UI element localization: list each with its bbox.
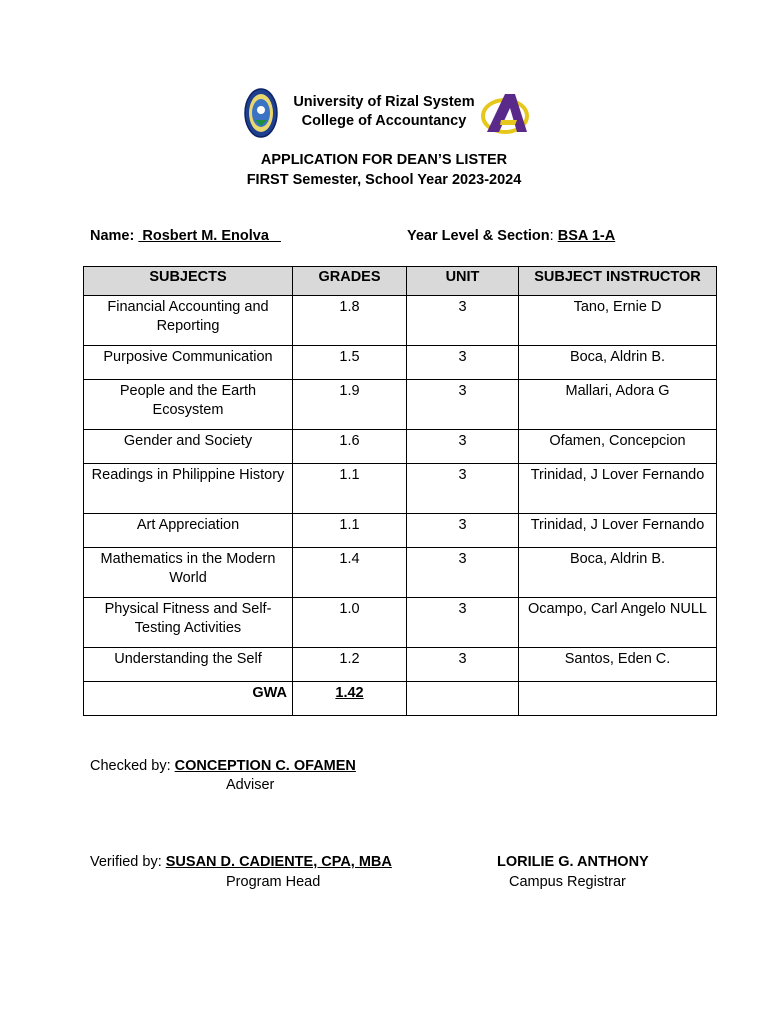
empty-cell: [407, 682, 519, 716]
instructor-cell: Tano, Ernie D: [519, 296, 717, 346]
subject-cell: Readings in Philippine History: [84, 464, 293, 514]
grade-cell: 1.1: [293, 514, 407, 548]
student-name: Rosbert M. Enolva: [138, 228, 281, 244]
registrar-name: LORILIE G. ANTHONY: [497, 854, 649, 870]
grade-cell: 1.6: [293, 430, 407, 464]
gwa-label: GWA: [84, 682, 293, 716]
college-name: College of Accountancy: [301, 113, 467, 129]
instructor-cell: Trinidad, J Lover Fernando: [519, 514, 717, 548]
verified-by-line: [90, 854, 392, 870]
section-label: Year Level & Section: [407, 228, 550, 244]
grade-cell: 1.5: [293, 346, 407, 380]
instructor-cell: Ocampo, Carl Angelo NULL: [519, 598, 717, 648]
table-row: [84, 514, 717, 548]
program-head-role: Program Head: [226, 874, 321, 890]
grade-cell: 1.4: [293, 548, 407, 598]
section-value: BSA 1-A: [557, 228, 616, 244]
unit-cell: 3: [407, 514, 519, 548]
adviser-role: Adviser: [226, 777, 275, 793]
table-row: [84, 648, 717, 682]
subject-cell: People and the Earth Ecosystem: [84, 380, 293, 430]
instructor-cell: Mallari, Adora G: [519, 380, 717, 430]
unit-cell: 3: [407, 380, 519, 430]
unit-cell: 3: [407, 648, 519, 682]
university-name: University of Rizal System: [293, 94, 475, 110]
university-seal-icon: [244, 88, 278, 138]
table-row: [84, 598, 717, 648]
table-row: [84, 346, 717, 380]
subject-cell: Art Appreciation: [84, 514, 293, 548]
subject-cell: Purposive Communication: [84, 346, 293, 380]
document-header: [0, 86, 768, 142]
form-title-block: [0, 150, 768, 190]
unit-cell: 3: [407, 464, 519, 514]
college-logo-icon: [481, 92, 531, 136]
table-row: [84, 430, 717, 464]
name-label: Name:: [90, 228, 135, 244]
subject-cell: Physical Fitness and Self-Testing Activities: [84, 598, 293, 648]
instructor-cell: Boca, Aldrin B.: [519, 548, 717, 598]
table-row: [84, 380, 717, 430]
header-subjects: SUBJECTS: [84, 267, 293, 296]
unit-cell: 3: [407, 430, 519, 464]
semester-line: FIRST Semester, School Year 2023-2024: [246, 172, 522, 188]
verified-by-label: Verified by:: [90, 854, 166, 870]
program-head-name: SUSAN D. CADIENTE, CPA, MBA: [165, 854, 392, 870]
header-unit: UNIT: [407, 267, 519, 296]
section-field: Year Level & Section: BSA 1-A: [407, 228, 616, 244]
name-field: [90, 228, 281, 244]
table-row: [84, 548, 717, 598]
grade-cell: 1.9: [293, 380, 407, 430]
grade-cell: 1.2: [293, 648, 407, 682]
table-row: [84, 464, 717, 514]
subject-cell: Gender and Society: [84, 430, 293, 464]
grade-cell: 1.1: [293, 464, 407, 514]
empty-cell: [519, 682, 717, 716]
unit-cell: 3: [407, 346, 519, 380]
unit-cell: 3: [407, 548, 519, 598]
form-title: APPLICATION FOR DEAN’S LISTER: [260, 152, 508, 168]
subject-cell: Mathematics in the Modern World: [84, 548, 293, 598]
adviser-name: CONCEPTION C. OFAMEN: [174, 758, 356, 774]
grade-cell: 1.8: [293, 296, 407, 346]
table-row: [84, 296, 717, 346]
instructor-cell: Santos, Eden C.: [519, 648, 717, 682]
registrar-role: Campus Registrar: [509, 874, 626, 890]
institution-name: [283, 93, 485, 131]
header-grades: GRADES: [293, 267, 407, 296]
instructor-cell: Trinidad, J Lover Fernando: [519, 464, 717, 514]
header-instructor: SUBJECT INSTRUCTOR: [519, 267, 717, 296]
grades-table: [83, 266, 717, 716]
instructor-cell: Boca, Aldrin B.: [519, 346, 717, 380]
grade-cell: 1.0: [293, 598, 407, 648]
checked-by-label: Checked by:: [90, 758, 175, 774]
unit-cell: 3: [407, 296, 519, 346]
unit-cell: 3: [407, 598, 519, 648]
gwa-row: [84, 682, 717, 716]
subject-cell: Understanding the Self: [84, 648, 293, 682]
checked-by-line: [90, 758, 356, 774]
table-header-row: [84, 267, 717, 296]
subject-cell: Financial Accounting and Reporting: [84, 296, 293, 346]
gwa-value: 1.42: [293, 682, 407, 716]
instructor-cell: Ofamen, Concepcion: [519, 430, 717, 464]
